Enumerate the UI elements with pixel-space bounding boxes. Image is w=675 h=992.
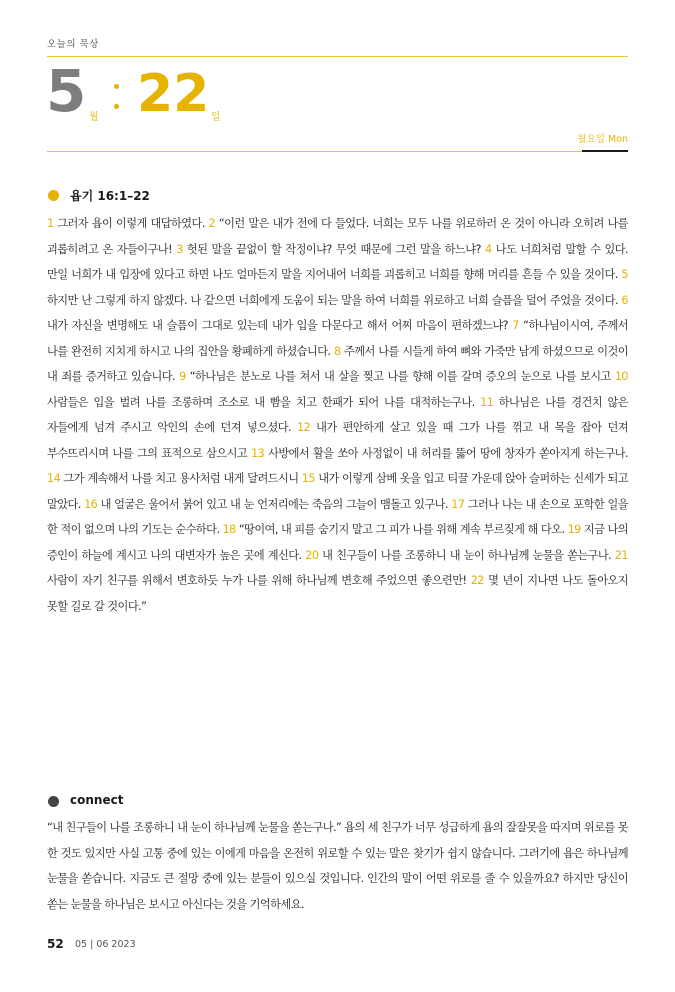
verse-text: 주께서 나를 시들게 하여 뼈와 가죽만 남게 하셨으므로 이것이 내 죄를 증거하고 있습니다.: [47, 344, 628, 383]
verse-number: 3: [176, 242, 187, 256]
page-number: 52: [47, 937, 64, 951]
verse-number: 14: [47, 472, 64, 485]
issue-date: 05 | 06 2023: [75, 939, 136, 950]
bullet-dot-icon: [48, 796, 59, 807]
verse-number: 8: [334, 344, 345, 358]
scripture-reference: 욥기 16:1–22: [70, 189, 150, 203]
verse-number: 1: [47, 217, 58, 230]
date-month: 5: [46, 57, 87, 125]
verse-text: “땅이여, 내 피를 숨기지 말고 그 피가 나를 위해 계속 부르짖게 해 다오.: [238, 523, 568, 536]
verse-number: 5: [621, 268, 628, 281]
verse-text: 사방에서 활을 쏘아 사정없이 내 허리를 뚫어 땅에 창자가 쏟아지게 하는구나.: [268, 446, 628, 460]
verse-number: 18: [222, 523, 239, 536]
verse-number: 17: [451, 497, 468, 511]
date-day-unit: 일: [211, 112, 221, 123]
verse-text: 나도 너희처럼 말할 수 있다. 만일 너희가 내 입장에 있다고 하면 나도 얼마든지 말을 지어내어 너희를 괴롭히고 너희를 향해 머리를 흔들 수 있을 것이다.: [47, 242, 629, 281]
verse-number: 15: [301, 472, 319, 485]
verse-text: 그러나 나는 내 손으로 포학한 일을 한 적이 없으며 나의 기도는 순수하다.: [47, 497, 628, 536]
verse-number: 6: [621, 293, 628, 307]
verse-number: 10: [614, 370, 628, 383]
verse-text: “하나님은 분노로 나를 쳐서 내 살을 찢고 나를 향해 이를 갈며 증오의 눈으로 나를 보시고: [189, 370, 615, 383]
top-divider: [47, 56, 628, 57]
verse-text: 하지만 난 그렇게 하지 않겠다. 나 같으면 너희에게 도움이 되는 말을 하여 너희를 위로하고 너희 슬픔을 덜어 주었을 것이다.: [47, 293, 622, 307]
verse-text: 지금 나의 증인이 하늘에 계시고 나의 대변자가 높은 곳에 계신다.: [47, 523, 628, 562]
verse-text: 하나님은 나를 경건치 않은 자들에게 넘겨 주시고 악인의 손에 던져 넣으셨다.: [47, 395, 628, 434]
verse-text: 내 얼굴은 울어서 붉어 있고 내 눈 언저리에는 죽음의 그늘이 맴돌고 있구나.: [100, 497, 452, 511]
verse-text: 사람들은 입을 벌려 나를 조롱하며 조소로 내 빰을 치고 한패가 되어 나를 대적하는구나.: [47, 395, 481, 409]
date-day: 22: [137, 64, 210, 124]
connect-body: “내 친구들이 나를 조롱하니 내 눈이 하나님께 눈물을 쏟는구나.” 욥의 세 친구가 너무 성급하게 욥의 잘잘못을 따지며 위로를 못 한 것도 있지만 사실 고통 중에 있는 이에게 마음을 온전히 위로할 수 있는 말은 찾기가 쉽지 않습니다. 그러기에 욥은 하나님께 눈물을 쏟습니다. 지금도 큰 절망 중에 있는 분들이 있으실 것입니다. 인간의 말이 어떤 위로를 줄 수 있을까요? 하지만 당신이 쏟는 눈물을 하나님은 보시고 아신다는 것을 기억하세요.: [47, 821, 628, 911]
verse-number: 9: [179, 370, 190, 383]
weekday-label: 월요일 Mon: [577, 134, 628, 145]
verse-text: “하나님이시여, 주께서 나를 완전히 지치게 하시고 나의 집안을 황폐하게 하셨습니다.: [47, 319, 628, 358]
verse-text: 헛된 말을 끝없이 할 작정이냐? 무엇 때문에 그런 말을 하느냐?: [186, 242, 485, 256]
weekday-underline: [582, 150, 628, 152]
verse-text: 그가 계속해서 나를 치고 용사처럼 내게 달려드시니: [63, 472, 302, 485]
connect-title: connect: [70, 793, 124, 807]
verse-number: 19: [567, 523, 584, 536]
verse-number: 4: [484, 242, 496, 256]
verse-text: “이런 말은 내가 전에 다 들었다. 너희는 모두 나를 위로하러 온 것이 아니라 오히려 나를 괴롭히려고 온 자들이구나!: [47, 217, 628, 256]
verse-number: 16: [84, 497, 101, 511]
verse-number: 12: [296, 421, 317, 434]
verse-text: 사람이 자기 친구를 위해서 변호하듯 누가 나를 위해 하나님께 변호해 주었으면 좋으련만!: [47, 574, 471, 587]
date-colon-separator: [114, 84, 120, 110]
verse-text: 그러자 욥이 이렇게 대답하였다.: [57, 217, 209, 230]
verse-number: 11: [480, 395, 499, 409]
verse-number: 7: [512, 319, 524, 332]
verse-text: 내가 자신을 변명해도 내 슬픔이 그대로 있는데 내가 입을 다문다고 해서 어찌 마음이 편하겠느냐?: [47, 319, 513, 332]
verse-number: 22: [470, 574, 489, 587]
verse-text: 내가 편안하게 살고 있을 때 그가 나를 꺾고 내 목을 잡아 던져 부수뜨리시며 나를 그의 표적으로 삼으시고: [47, 421, 628, 460]
date-divider: [47, 151, 582, 152]
section-label: 오늘의 묵상: [47, 39, 99, 50]
verse-number: 13: [251, 446, 269, 460]
date-month-unit: 월: [89, 112, 99, 123]
scripture-text: [47, 211, 628, 619]
verse-number: 2: [208, 217, 219, 230]
verse-number: 21: [614, 548, 628, 562]
verse-text: 내 친구들이 나를 조롱하니 내 눈이 하나님께 눈물을 쏟는구나.: [322, 548, 615, 562]
verse-number: 20: [305, 548, 323, 562]
verse-text: 내가 이렇게 삼베 옷을 입고 티끌 가운데 앉아 슬퍼하는 신세가 되고 말았다.: [47, 472, 628, 511]
bullet-dot-icon: [48, 190, 59, 201]
verse-text: 몇 년이 지나면 나도 돌아오지 못할 길로 갈 것이다.”: [47, 574, 628, 613]
